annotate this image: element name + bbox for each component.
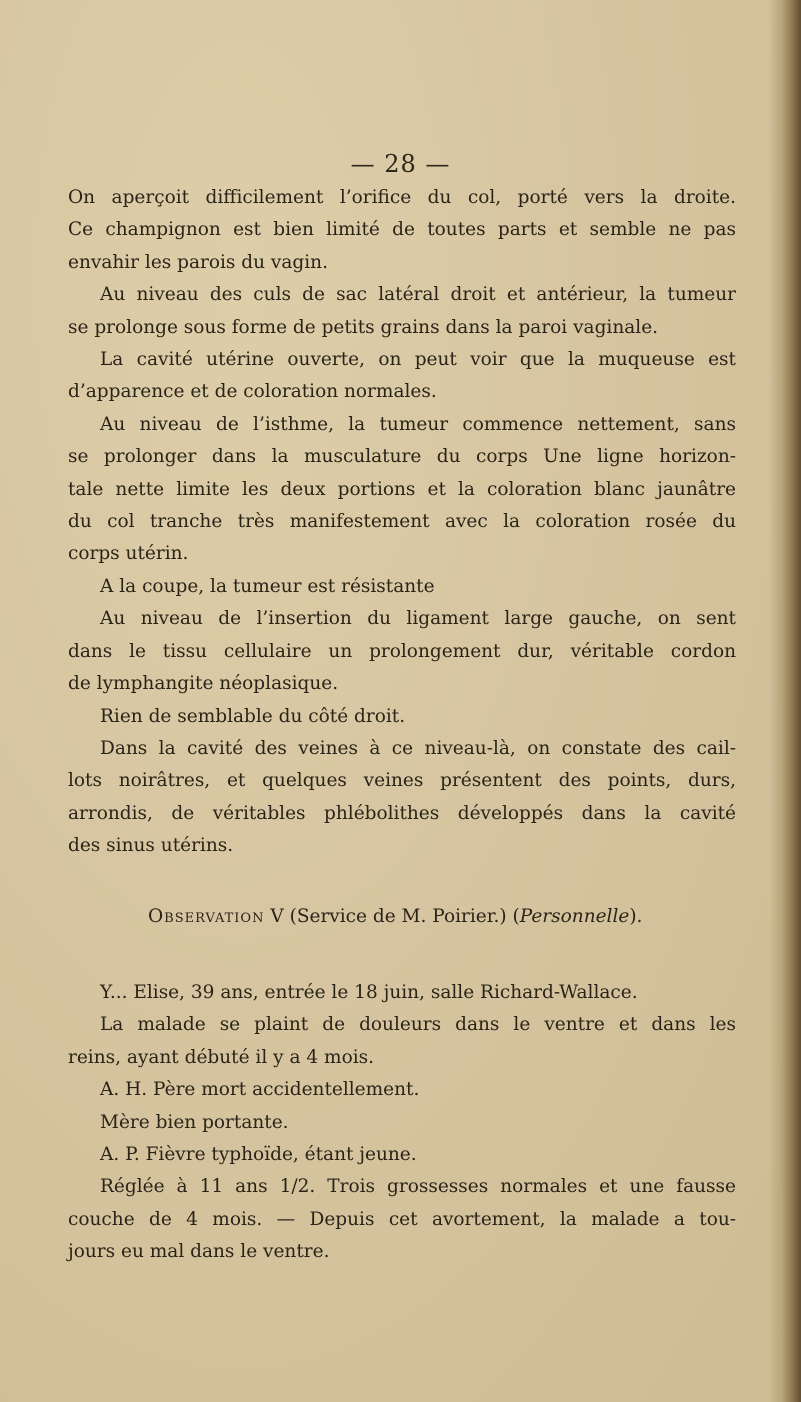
text-line: du col tranche très manifestement avec la coloration rosée du [68, 511, 736, 533]
paragraph [68, 733, 736, 863]
text-line: jours eu mal dans le ventre. [68, 1241, 330, 1263]
observation-label: Observation [148, 905, 265, 927]
page-body [68, 182, 736, 1269]
paragraph [68, 1139, 736, 1171]
paragraph [68, 409, 736, 571]
text-line: lots noirâtres, et quelques veines présentent des points, durs, [68, 770, 736, 792]
paragraph [68, 977, 736, 1009]
text-line: se prolonger dans la musculature du corps Une ligne horizon- [68, 446, 736, 468]
text-line: envahir les parois du vagin. [68, 251, 328, 273]
paragraph [68, 1009, 736, 1074]
paragraph [68, 344, 736, 409]
text-line: corps utérin. [68, 543, 189, 565]
text-line: reins, ayant débuté il y a 4 mois. [68, 1046, 375, 1068]
text-line: couche de 4 mois. — Depuis cet avortement, la malade a tou- [68, 1208, 736, 1230]
text-line: d’apparence et de coloration normales. [68, 381, 437, 403]
observation-source: Personnelle [519, 905, 630, 927]
text-line: La cavité utérine ouverte, on peut voir que la muqueuse est [100, 349, 736, 371]
text-line: On aperçoit difficilement l’orifice du col, porté vers la droite. [68, 187, 736, 208]
paragraph [68, 603, 736, 700]
text-line: Au niveau des culs de sac latéral droit et antérieur, la tumeur [100, 284, 736, 306]
paragraph [68, 182, 736, 279]
paragraph [68, 1107, 736, 1139]
text-line: Dans la cavité des veines à ce niveau-là, on constate des cail- [100, 737, 736, 759]
body-after-heading [68, 977, 736, 1269]
observation-service: (Service de M. Poirier.) [289, 905, 507, 927]
page-binding-edge [769, 0, 801, 1402]
paragraph [68, 279, 736, 344]
text-line: A. H. Père mort accidentellement. [100, 1079, 420, 1101]
text-line: A. P. Fièvre typhoïde, étant jeune. [100, 1143, 417, 1165]
observation-heading: Observation V (Service de M. Poirier.) (Personnelle). [148, 905, 643, 927]
text-line: arrondis, de véritables phlébolithes développés dans la cavité [68, 802, 736, 824]
text-line: dans le tissu cellulaire un prolongement dur, véritable cordon [68, 640, 736, 662]
text-line: Y... Elise, 39 ans, entrée le 18 juin, salle Richard-Wallace. [100, 981, 638, 1003]
paragraph [68, 1171, 736, 1268]
text-line: Réglée à 11 ans 1/2. Trois grossesses normales et une fausse [100, 1176, 736, 1198]
text-line: Mère bien portante. [100, 1111, 289, 1133]
text-line: des sinus utérins. [68, 835, 234, 857]
text-line: A la coupe, la tumeur est résistante [100, 575, 435, 597]
body-before-heading [68, 182, 736, 863]
paragraph [68, 571, 736, 603]
paragraph [68, 701, 736, 733]
text-line: tale nette limite les deux portions et la coloration blanc jaunâtre [68, 478, 736, 500]
text-line: Au niveau de l’insertion du ligament large gauche, on sent [100, 608, 736, 630]
page-number: — 28 — [350, 150, 451, 178]
text-line: Rien de semblable du côté droit. [100, 705, 406, 727]
text-line: Au niveau de l’isthme, la tumeur commence nettement, sans [100, 413, 736, 435]
text-line: se prolonge sous forme de petits grains dans la paroi vaginale. [68, 316, 659, 338]
text-line: Ce champignon est bien limité de toutes parts et semble ne pas [68, 219, 736, 241]
observation-number: V [270, 905, 284, 927]
text-line: La malade se plaint de douleurs dans le ventre et dans les [100, 1014, 736, 1036]
paragraph [68, 1074, 736, 1106]
text-line: de lymphangite néoplasique. [68, 673, 339, 695]
